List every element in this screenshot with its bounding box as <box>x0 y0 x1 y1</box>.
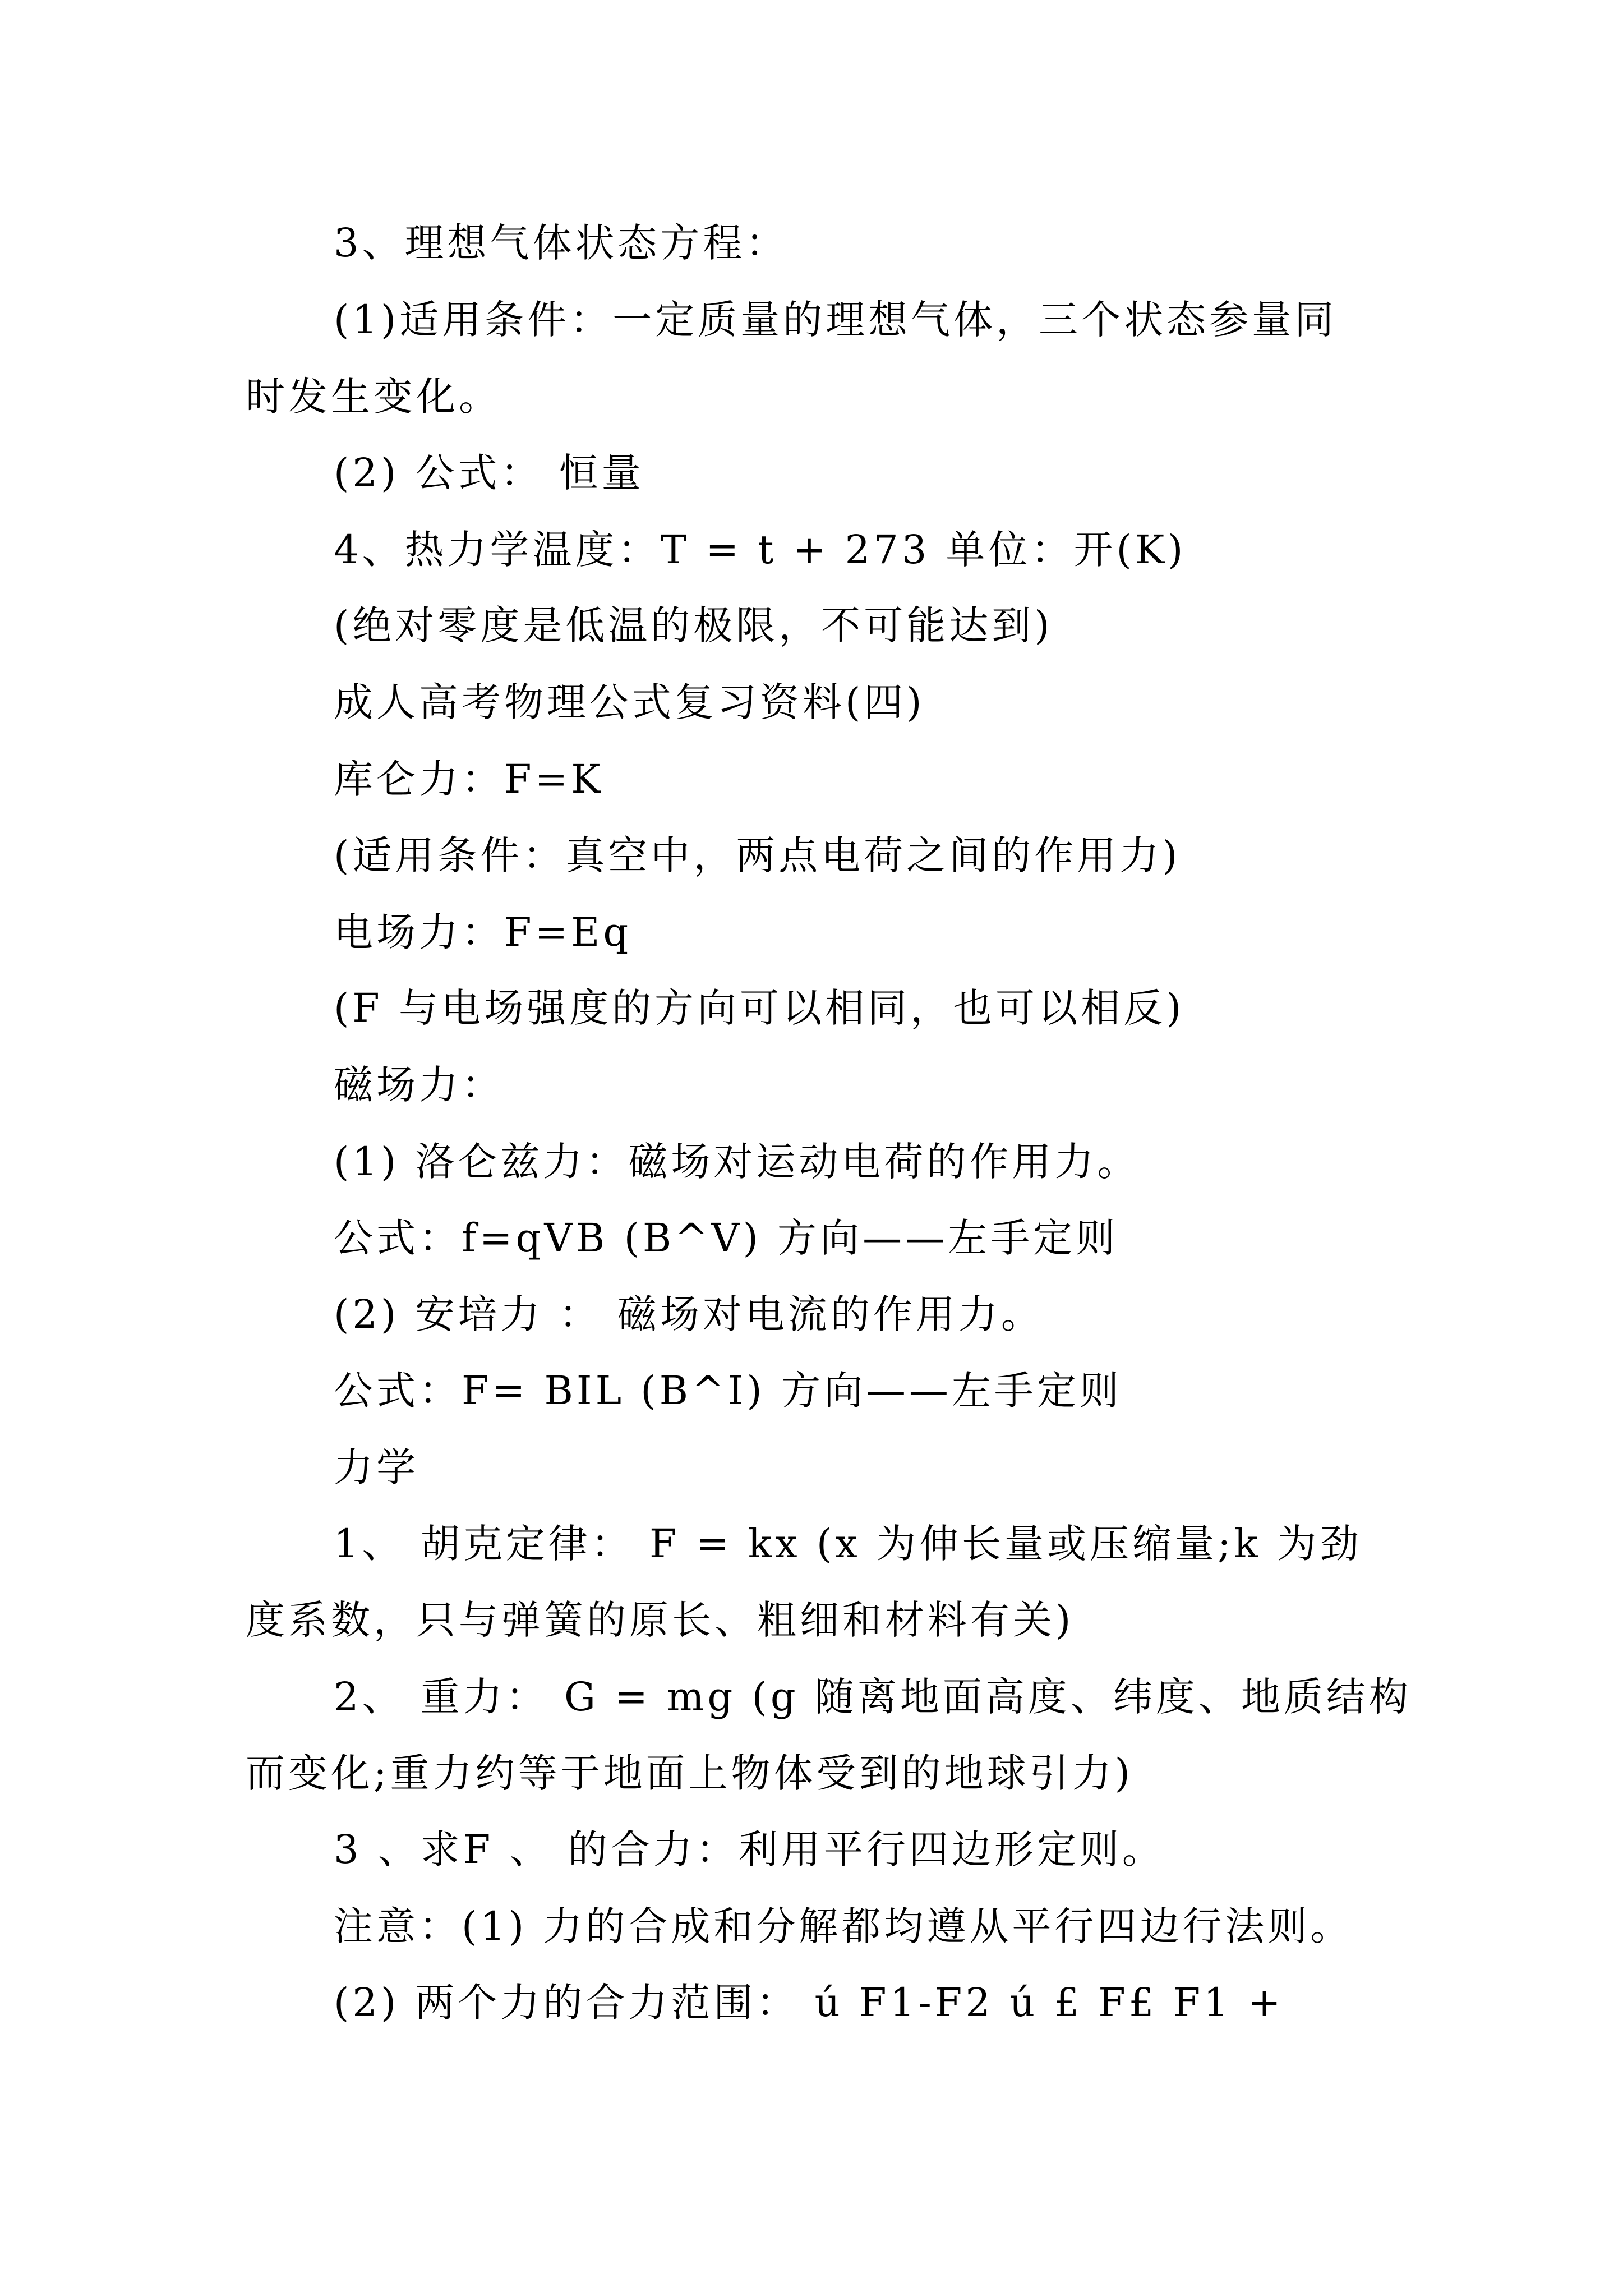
text-line: (适用条件：真空中，两点电荷之间的作用力) <box>334 832 1181 878</box>
text-line: 公式：F= BIL (B^I) 方向——左手定则 <box>334 1368 1122 1414</box>
text-line: 而变化;重力约等于地面上物体受到的地球引力) <box>246 1750 1133 1796</box>
text-line: 度系数，只与弹簧的原长、粗细和材料有关) <box>246 1597 1075 1643</box>
text-line: 注意：(1) 力的合成和分解都均遵从平行四边行法则。 <box>334 1903 1353 1949</box>
text-line: 时发生变化。 <box>246 374 501 420</box>
text-line: 3 、求F 、 的合力：利用平行四边形定则。 <box>334 1826 1165 1872</box>
text-line: 电场力：F=Eq <box>334 909 632 955</box>
text-line: (2) 公式： 恒量 <box>334 450 644 496</box>
text-line: 4、热力学温度：T = t + 273 单位：开(K) <box>334 527 1187 573</box>
text-line: (2) 两个力的合力范围： ú F1-F2 ú £ F£ F1 + <box>334 1980 1284 2026</box>
text-line: (1) 洛仑兹力：磁场对运动电荷的作用力。 <box>334 1139 1140 1185</box>
text-line: (绝对零度是低温的极限，不可能达到) <box>334 602 1053 648</box>
text-line: 2、 重力： G = mg (g 随离地面高度、纬度、地质结构 <box>334 1674 1412 1720</box>
text-line: 库仑力：F=K <box>334 756 604 802</box>
text-line: (2) 安培力 ： 磁场对电流的作用力。 <box>334 1291 1044 1337</box>
text-line: 公式：f=qVB (B^V) 方向——左手定则 <box>334 1215 1119 1261</box>
text-line: 磁场力： <box>334 1062 504 1108</box>
section-ideal-gas-heading: 3、理想气体状态方程： <box>334 220 789 266</box>
text-line: (1)适用条件：一定质量的理想气体，三个状态参量同 <box>334 297 1338 343</box>
section-heading: 成人高考物理公式复习资料(四) <box>334 679 925 725</box>
text-line: (F 与电场强度的方向可以相同，也可以相反) <box>334 985 1185 1031</box>
text-line: 1、 胡克定律： F = kx (x 为伸长量或压缩量;k 为劲 <box>334 1521 1363 1567</box>
section-heading: 力学 <box>334 1444 419 1490</box>
